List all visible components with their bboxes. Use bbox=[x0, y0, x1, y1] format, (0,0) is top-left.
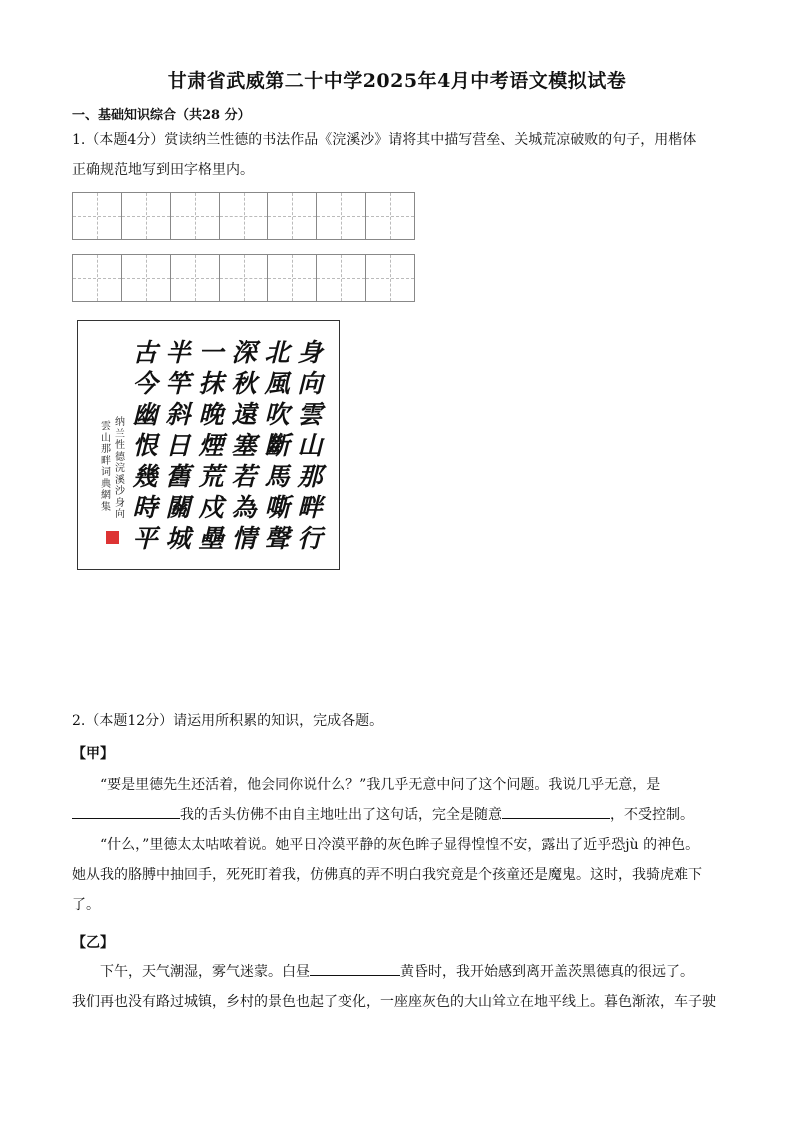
section-label-yi: 【乙】 bbox=[72, 935, 114, 951]
tianzige-grid-row-1[interactable] bbox=[72, 192, 415, 240]
section-heading: 一、基础知识综合（共28 分） bbox=[72, 108, 251, 123]
seal-stamp bbox=[106, 531, 119, 544]
grid-cell[interactable] bbox=[73, 193, 122, 239]
calligraphy-column-4: 一抹晚煙荒戍壘 bbox=[198, 338, 224, 553]
grid-cell[interactable] bbox=[268, 255, 317, 301]
calligraphy-column-1: 身向雲山那畔行 bbox=[297, 338, 323, 553]
yi-paragraph-1-line-2: 我们再也没有路过城镇，乡村的景色也起了变化，一座座灰色的大山耸立在地平线上。暮色渐浓，车子驶 bbox=[72, 994, 716, 1010]
grid-cell[interactable] bbox=[171, 255, 220, 301]
grid-cell[interactable] bbox=[268, 193, 317, 239]
grid-cell[interactable] bbox=[317, 255, 366, 301]
answer-blank[interactable] bbox=[502, 802, 610, 819]
jia-text: ，不受控制。 bbox=[610, 807, 694, 823]
page-title: 甘肃省武威第二十中学2025年4月中考语文模拟试卷 bbox=[167, 70, 627, 92]
grid-cell[interactable] bbox=[220, 193, 269, 239]
tianzige-grid-row-2[interactable] bbox=[72, 254, 415, 302]
question-1-line-2: 正确规范地写到田字格里内。 bbox=[72, 162, 254, 178]
section-label-jia: 【甲】 bbox=[72, 746, 114, 762]
grid-cell[interactable] bbox=[317, 193, 366, 239]
yi-text: 黄昏时，我开始感到离开盖茨黑德真的很远了。 bbox=[400, 964, 694, 980]
calligraphy-column-5: 半竿斜日舊關城 bbox=[165, 338, 191, 553]
grid-cell[interactable] bbox=[122, 255, 171, 301]
calligraphy-artwork bbox=[77, 320, 340, 570]
signature-column-2: 雲山那畔词典網集 bbox=[101, 421, 111, 513]
yi-text: 下午，天气潮湿，雾气迷蒙。白昼 bbox=[100, 964, 310, 980]
question-2-intro: 2.（本题12分）请运用所积累的知识，完成各题。 bbox=[72, 713, 384, 729]
jia-paragraph-1-line-1: “要是里德先生还活着，他会同你说什么？”我几乎无意中问了这个问题。我说几乎无意，是 bbox=[100, 777, 661, 793]
jia-paragraph-2-line-1: “什么，”里德太太咕哝着说。她平日冷漠平静的灰色眸子显得惶惶不安，露出了近乎恐jù 的神色。 bbox=[100, 837, 700, 853]
jia-paragraph-2-line-2: 她从我的胳膊中抽回手，死死盯着我，仿佛真的弄不明白我究竟是个孩童还是魔鬼。这时，我骑虎难下 bbox=[72, 867, 702, 883]
answer-blank[interactable] bbox=[310, 959, 400, 976]
grid-cell[interactable] bbox=[366, 255, 414, 301]
jia-paragraph-2-line-3: 了。 bbox=[72, 897, 100, 913]
yi-paragraph-1-line-1 bbox=[72, 957, 722, 987]
answer-blank[interactable] bbox=[72, 802, 180, 819]
calligraphy-column-2: 北風吹斷馬嘶聲 bbox=[264, 338, 290, 553]
grid-cell[interactable] bbox=[122, 193, 171, 239]
calligraphy-column-6: 古今幽恨幾時平 bbox=[132, 338, 158, 553]
passage-yi bbox=[72, 957, 722, 1017]
passage-jia bbox=[72, 770, 722, 920]
calligraphy-column-3: 深秋遠塞若為情 bbox=[231, 338, 257, 553]
question-1-text bbox=[72, 125, 722, 185]
grid-cell[interactable] bbox=[220, 255, 269, 301]
jia-text: 我的舌头仿佛不由自主地吐出了这句话，完全是随意 bbox=[180, 807, 502, 823]
grid-cell[interactable] bbox=[73, 255, 122, 301]
signature-column-1: 纳兰性德浣溪沙身向 bbox=[115, 417, 125, 520]
question-1-line-1: 1.（本题4分）赏读纳兰性德的书法作品《浣溪沙》请将其中描写营垒、关城荒凉破败的句子，用楷体 bbox=[72, 132, 697, 148]
grid-cell[interactable] bbox=[171, 193, 220, 239]
jia-paragraph-1-line-2 bbox=[72, 800, 722, 830]
grid-cell[interactable] bbox=[366, 193, 414, 239]
